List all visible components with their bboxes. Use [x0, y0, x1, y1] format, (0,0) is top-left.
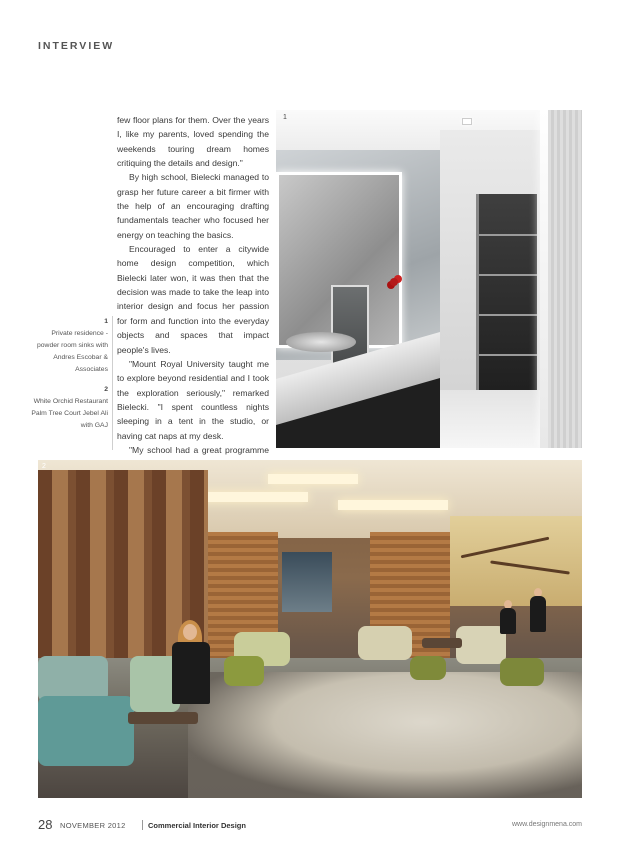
powder-room-photo [276, 110, 582, 448]
ceiling-spotlight [462, 118, 472, 125]
ottoman [410, 656, 446, 680]
article-paragraph: Encouraged to enter a citywide home design competition, which Bielecki later won, it was then that the decision was made to take the leap into interior design and focus her passion for form and function into the everyday objects and spaces that impact people's lives. [117, 244, 269, 355]
lounge-chair [358, 626, 412, 660]
door-panel-line [479, 354, 537, 356]
door-panel-line [479, 234, 537, 236]
patterned-rug [188, 672, 582, 798]
light-strip [540, 110, 548, 448]
vessel-sink [286, 332, 356, 352]
mural-branch [490, 560, 570, 574]
door-panel-line [479, 274, 537, 276]
marble-floor [436, 390, 548, 448]
ceiling-light [338, 500, 448, 510]
website-link[interactable]: www.designmena.com [511, 821, 582, 828]
backlit-mirror [276, 172, 402, 348]
restaurant-lounge-photo [38, 460, 582, 798]
ribbed-wall [548, 110, 582, 448]
article-paragraph: "Mount Royal University taught me to explore beyond residential and I took the exploration seriously," remarked Bielecki. "I spent countless nights sleeping in a tent in the studio, or having cat naps at my desk. [117, 358, 269, 441]
standing-man [500, 608, 516, 634]
caption-1 [30, 316, 108, 376]
magazine-title: Commercial Interior Design [148, 821, 246, 830]
side-table [128, 712, 198, 724]
door-panel-line [479, 314, 537, 316]
caption-number: 1 [104, 318, 108, 325]
orchid-mural [450, 516, 582, 606]
seated-woman [172, 642, 210, 704]
ottoman [500, 658, 544, 686]
photo-captions [30, 316, 108, 440]
photo-number: 2 [42, 463, 46, 470]
glass-door [476, 194, 537, 390]
section-label: INTERVIEW [38, 40, 115, 52]
ottoman [224, 656, 264, 686]
footer-divider [142, 820, 143, 830]
lounge-chair [456, 626, 506, 664]
standing-man [530, 596, 546, 632]
column-divider [112, 316, 113, 450]
lounge-chair [38, 696, 134, 766]
article-paragraph: few floor plans for them. Over the years I, like my parents, loved spending the weekends touring dream homes critiquing the details and design." [117, 115, 269, 169]
caption-text: White Orchid Restaurant Palm Tree Court Jebel Ali with GAJ [31, 398, 108, 429]
window [282, 552, 332, 612]
caption-text: Private residence - powder room sinks with Andres Escobar & Associates [36, 330, 108, 373]
side-table [422, 638, 462, 648]
caption-number: 2 [104, 386, 108, 393]
article-paragraph: By high school, Bielecki managed to grasp her future career a bit firmer with the help of an encouraging drafting fundamentals teacher who focused her energy on teaching the basics. [117, 172, 269, 240]
article-paragraph: "My school had a great programme [129, 444, 269, 455]
mural-branch [461, 537, 550, 559]
person-head [183, 624, 197, 640]
ceiling-light [268, 474, 358, 484]
issue-date: NOVEMBER 2012 [60, 821, 126, 830]
photo-number: 1 [283, 114, 287, 121]
page-number: 28 [38, 817, 53, 832]
flower-vase [390, 278, 398, 286]
caption-2 [30, 384, 108, 432]
page-footer [38, 818, 582, 832]
